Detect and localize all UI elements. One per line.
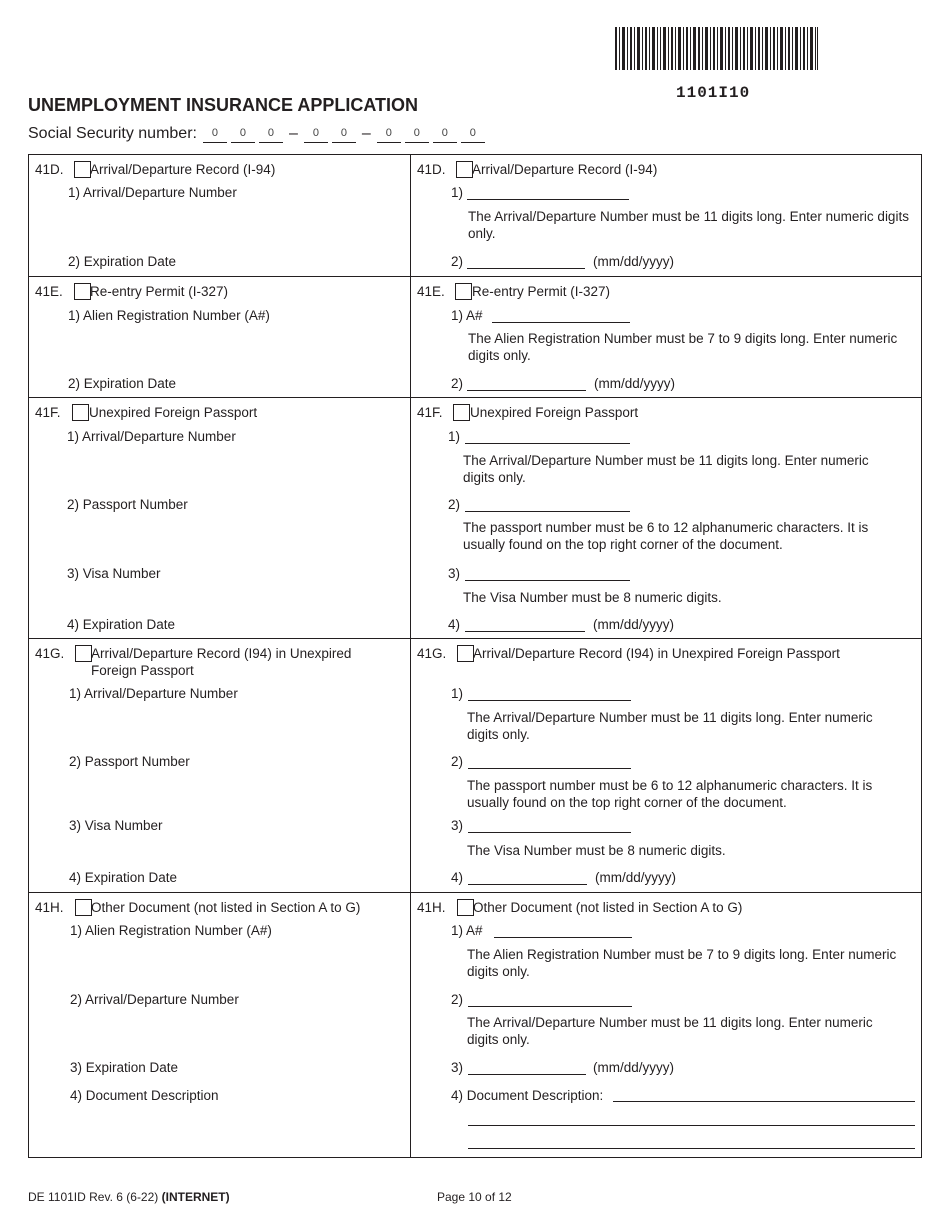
- question-label: 1) Arrival/Departure Number: [68, 185, 237, 200]
- section-title: Arrival/Departure Record (I-94): [472, 162, 658, 177]
- expiration-date-field[interactable]: [467, 390, 586, 391]
- ssn-digit[interactable]: 0: [405, 127, 429, 143]
- section-title: Re-entry Permit (I-327): [472, 284, 611, 299]
- section-checkbox[interactable]: [75, 899, 92, 916]
- ssn-label: Social Security number:: [28, 125, 197, 142]
- ssn-separator: –: [288, 125, 298, 142]
- date-format-hint: (mm/dd/yyyy): [593, 1060, 674, 1075]
- visa-number-field[interactable]: [465, 580, 630, 581]
- ssn-digit[interactable]: 0: [203, 127, 227, 143]
- field-hint: The Visa Number must be 8 numeric digits.: [467, 843, 726, 858]
- field-number: 1) A#: [451, 923, 483, 938]
- form-code: 1101I10: [676, 84, 751, 102]
- field-number: 1): [451, 185, 464, 200]
- section-41f: [29, 397, 921, 639]
- document-table: [28, 154, 922, 1158]
- alien-number-field[interactable]: [494, 937, 632, 938]
- date-format-hint: (mm/dd/yyyy): [593, 254, 674, 269]
- ssn-digit[interactable]: 0: [332, 127, 356, 143]
- question-label: 4) Document Description: [70, 1088, 219, 1103]
- section-title: Arrival/Departure Record (I94) in Unexpired Foreign Passport: [473, 646, 840, 661]
- section-code: 41D.: [417, 162, 446, 177]
- arrival-number-field[interactable]: [468, 1006, 632, 1007]
- question-label: 2) Passport Number: [69, 754, 190, 769]
- ssn-digit[interactable]: 0: [259, 127, 283, 143]
- field-number: 2): [451, 992, 464, 1007]
- question-label: 3) Visa Number: [69, 818, 163, 833]
- section-checkbox[interactable]: [72, 404, 89, 421]
- section-checkbox[interactable]: [75, 645, 92, 662]
- expiration-date-field[interactable]: [468, 1074, 586, 1075]
- question-label: 3) Expiration Date: [70, 1060, 179, 1075]
- section-41g: [29, 638, 921, 893]
- question-label: 1) Arrival/Departure Number: [69, 686, 238, 701]
- arrival-number-field[interactable]: [468, 700, 631, 701]
- expiration-date-field[interactable]: [467, 268, 585, 269]
- section-title: Unexpired Foreign Passport: [470, 405, 639, 420]
- field-hint: The passport number must be 6 to 12 alphanumeric characters. It is usually found on the top right corner of the document.: [463, 520, 869, 552]
- passport-number-field[interactable]: [468, 768, 631, 769]
- expiration-date-field[interactable]: [468, 884, 587, 885]
- section-code: 41D.: [35, 162, 64, 177]
- section-title: Arrival/Departure Record (I94) in Unexpired Foreign Passport: [91, 646, 352, 678]
- section-code: 41G.: [417, 646, 447, 661]
- field-number: 2): [448, 497, 461, 512]
- field-hint: The Alien Registration Number must be 7 to 9 digits long. Enter numeric digits only.: [468, 331, 898, 363]
- field-number: 3): [451, 1060, 464, 1075]
- ssn-field: [28, 125, 489, 143]
- section-code: 41G.: [35, 646, 65, 661]
- field-number: 4) Document Description:: [451, 1088, 604, 1103]
- alien-number-field[interactable]: [492, 322, 630, 323]
- field-number: 1): [451, 686, 464, 701]
- section-checkbox[interactable]: [456, 161, 473, 178]
- question-label: 4) Expiration Date: [69, 870, 178, 885]
- section-title: Other Document (not listed in Section A to G): [473, 900, 743, 915]
- field-number: 4): [448, 617, 461, 632]
- section-41d: [29, 155, 921, 276]
- section-code: 41F.: [417, 405, 443, 420]
- section-checkbox[interactable]: [74, 283, 91, 300]
- section-41e: [29, 276, 921, 398]
- date-format-hint: (mm/dd/yyyy): [594, 376, 675, 391]
- date-format-hint: (mm/dd/yyyy): [595, 870, 676, 885]
- field-number: 3): [448, 566, 461, 581]
- expiration-date-field[interactable]: [465, 631, 585, 632]
- section-code: 41H.: [35, 900, 64, 915]
- section-code: 41E.: [35, 284, 63, 299]
- section-title: Arrival/Departure Record (I-94): [90, 162, 276, 177]
- field-number: 1): [448, 429, 461, 444]
- section-code: 41H.: [417, 900, 446, 915]
- section-checkbox[interactable]: [457, 645, 474, 662]
- section-title: Unexpired Foreign Passport: [89, 405, 258, 420]
- form-channel: (INTERNET): [161, 1190, 230, 1204]
- document-description-field[interactable]: [468, 1125, 915, 1126]
- section-code: 41E.: [417, 284, 445, 299]
- field-hint: The Arrival/Departure Number must be 11 digits long. Enter numeric digits only.: [468, 209, 909, 241]
- ssn-digit[interactable]: 0: [461, 127, 485, 143]
- field-hint: The Visa Number must be 8 numeric digits.: [463, 590, 722, 605]
- section-code: 41F.: [35, 405, 61, 420]
- section-checkbox[interactable]: [455, 283, 472, 300]
- page-title: UNEMPLOYMENT INSURANCE APPLICATION: [28, 95, 419, 115]
- date-format-hint: (mm/dd/yyyy): [593, 617, 674, 632]
- field-hint: The passport number must be 6 to 12 alphanumeric characters. It is usually found on the top right corner of the document.: [467, 778, 873, 810]
- document-description-field[interactable]: [468, 1148, 915, 1149]
- ssn-digit[interactable]: 0: [377, 127, 401, 143]
- section-41h: [29, 892, 921, 1158]
- field-hint: The Arrival/Departure Number must be 11 digits long. Enter numeric digits only.: [467, 1015, 873, 1047]
- field-hint: The Arrival/Departure Number must be 11 digits long. Enter numeric digits only.: [463, 453, 869, 485]
- question-label: 1) Arrival/Departure Number: [67, 429, 236, 444]
- field-hint: The Alien Registration Number must be 7 to 9 digits long. Enter numeric digits only.: [467, 947, 897, 979]
- arrival-number-field[interactable]: [467, 199, 629, 200]
- question-label: 3) Visa Number: [67, 566, 161, 581]
- field-number: 2): [451, 254, 464, 269]
- ssn-separator: –: [361, 125, 371, 142]
- field-number: 2): [451, 754, 464, 769]
- section-checkbox[interactable]: [74, 161, 91, 178]
- section-title: Re-entry Permit (I-327): [90, 284, 229, 299]
- field-number: 4): [451, 870, 464, 885]
- page-number: Page 10 of 12: [437, 1190, 512, 1204]
- section-title: Other Document (not listed in Section A to G): [91, 900, 361, 915]
- arrival-number-field[interactable]: [465, 443, 630, 444]
- passport-number-field[interactable]: [465, 511, 630, 512]
- form-revision: DE 1101ID Rev. 6 (6-22): [28, 1190, 159, 1204]
- ssn-digit[interactable]: 0: [433, 127, 457, 143]
- question-label: 2) Arrival/Departure Number: [70, 992, 239, 1007]
- question-label: 1) Alien Registration Number (A#): [70, 923, 272, 938]
- field-number: 3): [451, 818, 464, 833]
- field-number: 2): [451, 376, 464, 391]
- question-label: 2) Expiration Date: [68, 254, 177, 269]
- question-label: 2) Expiration Date: [68, 376, 177, 391]
- question-label: 1) Alien Registration Number (A#): [68, 308, 270, 323]
- visa-number-field[interactable]: [468, 832, 631, 833]
- question-label: 4) Expiration Date: [67, 617, 176, 632]
- section-checkbox[interactable]: [457, 899, 474, 916]
- barcode: [615, 27, 818, 70]
- field-number: 1) A#: [451, 308, 483, 323]
- section-checkbox[interactable]: [453, 404, 470, 421]
- question-label: 2) Passport Number: [67, 497, 188, 512]
- ssn-digit[interactable]: 0: [231, 127, 255, 143]
- field-hint: The Arrival/Departure Number must be 11 digits long. Enter numeric digits only.: [467, 710, 873, 742]
- ssn-digit[interactable]: 0: [304, 127, 328, 143]
- form-number: [28, 1190, 230, 1204]
- document-description-field[interactable]: [613, 1101, 915, 1102]
